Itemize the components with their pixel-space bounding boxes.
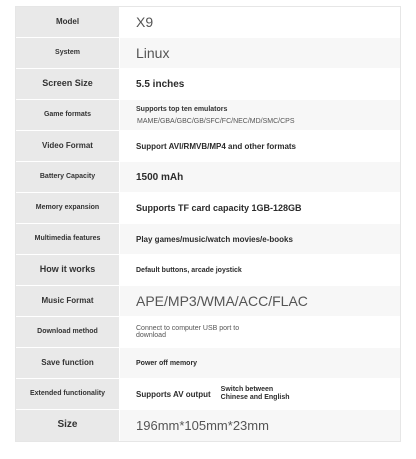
spec-row-memory-expansion	[16, 193, 400, 223]
spec-value-secondary: MAME/GBA/GBC/GB/SFC/FC/NEC/MD/SMC/CPS	[137, 117, 295, 125]
spec-value: 1500 mAh	[136, 171, 184, 183]
spec-value	[120, 100, 400, 130]
spec-row-download-method	[16, 317, 400, 347]
spec-row-model	[16, 7, 400, 37]
spec-row-screen-size	[16, 69, 400, 99]
spec-label: Download method	[16, 317, 120, 347]
spec-row-multimedia-features	[16, 224, 400, 254]
spec-row-extended-functionality	[16, 379, 400, 409]
spec-value: 196mm*105mm*23mm	[136, 418, 269, 433]
spec-row-system	[16, 38, 400, 68]
spec-value: 5.5 inches	[136, 78, 185, 90]
spec-value: Power off memory	[136, 359, 198, 367]
spec-label: Battery Capacity	[16, 162, 120, 192]
spec-row-battery-capacity	[16, 162, 400, 192]
spec-label: How it works	[16, 255, 120, 285]
spec-value: Default buttons, arcade joystick	[136, 266, 242, 274]
spec-value-primary: Supports top ten emulators	[136, 105, 228, 113]
spec-value: APE/MP3/WMA/ACC/FLAC	[136, 293, 308, 309]
spec-label: Video Format	[16, 131, 120, 161]
spec-label: Music Format	[16, 286, 120, 316]
spec-label: Size	[16, 410, 120, 441]
spec-label: Memory expansion	[16, 193, 120, 223]
spec-row-video-format	[16, 131, 400, 161]
spec-value: Linux	[136, 45, 170, 61]
spec-label: Model	[16, 7, 120, 37]
spec-value-secondary: Switch between Chinese and English	[220, 386, 290, 401]
spec-row-size	[16, 410, 400, 441]
spec-value: Play games/music/watch movies/e-books	[136, 234, 293, 244]
spec-label: Multimedia features	[16, 224, 120, 254]
spec-row-how-it-works	[16, 255, 400, 285]
spec-row-music-format	[16, 286, 400, 316]
spec-row-game-formats	[16, 100, 400, 130]
spec-value: Connect to computer USB port to download	[136, 325, 240, 339]
spec-value: Supports TF card capacity 1GB-128GB	[136, 203, 302, 213]
spec-value-primary: Supports AV output	[136, 389, 211, 399]
spec-value: Support AVI/RMVB/MP4 and other formats	[136, 141, 297, 151]
spec-label: Save function	[16, 348, 120, 378]
spec-label: Screen Size	[16, 69, 120, 99]
spec-label: Game formats	[16, 100, 120, 130]
spec-value	[120, 379, 400, 409]
spec-row-save-function	[16, 348, 400, 378]
spec-value: X9	[136, 14, 154, 30]
spec-table	[15, 6, 401, 442]
spec-label: Extended functionality	[16, 379, 120, 409]
spec-label: System	[16, 38, 120, 68]
